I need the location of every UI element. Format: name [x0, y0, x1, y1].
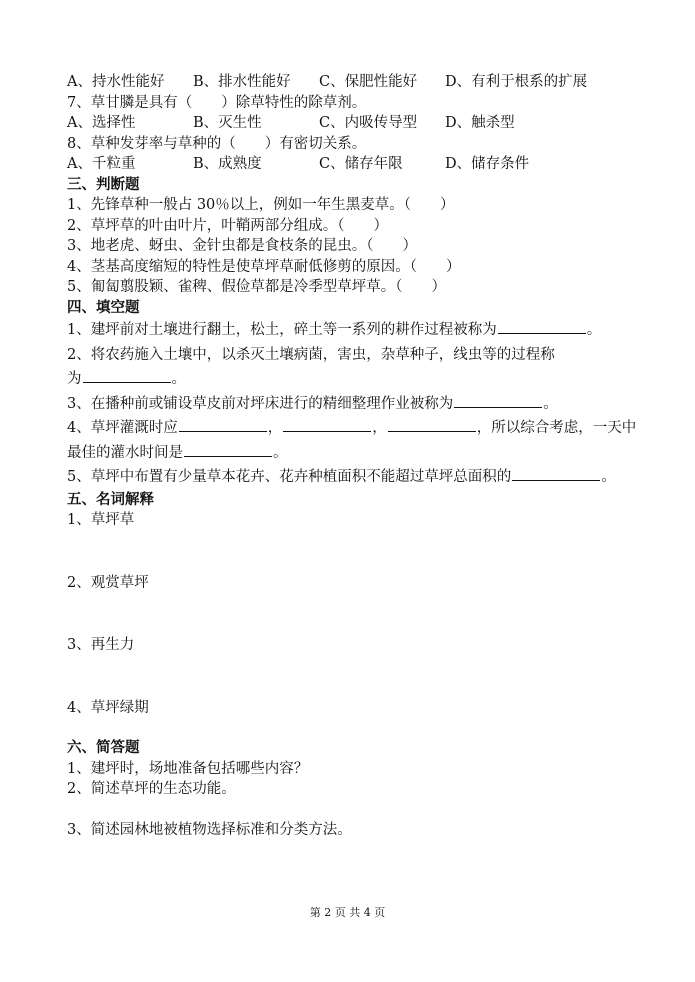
fill-blank-text: 1、建坪前对土壤进行翻土，松土，碎土等一系列的耕作过程被称为	[67, 322, 497, 338]
section-heading-terms: 五、名词解释	[67, 490, 154, 508]
answer-blank[interactable]	[179, 416, 267, 432]
section-heading-fill-blank: 四、填空题	[67, 298, 140, 316]
answer-blank[interactable]	[498, 318, 586, 334]
option-d: D、有利于根系的扩展	[445, 74, 588, 90]
answer-space	[67, 593, 659, 635]
section-heading-judgement: 三、判断题	[67, 175, 140, 193]
fill-blank-end: 。	[601, 469, 616, 485]
option-c: C、保肥性能好	[319, 74, 418, 90]
judgement-item: 5、匍匐翦股颖、雀稗、假俭草都是冷季型草坪草。（ ）	[67, 279, 446, 295]
judgement-item: 1、先锋草种一般占 30％以上，例如一年生黑麦草。（ ）	[67, 197, 455, 213]
fill-blank-item-3	[67, 392, 659, 417]
fill-blank-end: 。	[586, 322, 602, 338]
fill-blank-item-2	[67, 343, 659, 368]
option-a: A、选择性	[67, 115, 136, 131]
fill-blank-item-1	[67, 318, 659, 343]
page-number: 第 2 页 共 4 页	[309, 906, 386, 919]
option-a: A、持水性能好	[67, 74, 165, 90]
answer-space	[67, 718, 659, 738]
fill-blank-item-2-cont	[67, 367, 659, 392]
section-heading-short-answer: 六、简答题	[67, 739, 140, 756]
short-answer-item: 1、建坪时，场地准备包括哪些内容？	[67, 760, 309, 777]
answer-space	[67, 800, 659, 820]
fill-blank-end: 。	[273, 444, 288, 461]
fill-blank-text: 2、将农药施入土壤中，以杀灭土壤病菌，害虫，杂草种子，线虫等的过程称	[67, 346, 555, 363]
judgement-item: 4、茎基高度缩短的特性是使草坪草耐低修剪的原因。（ ）	[67, 258, 461, 275]
fill-blank-text: 5、草坪中布置有少量草本花卉、花卉种植面积不能超过草坪总面积的	[67, 469, 512, 485]
fill-blank-text: 为	[67, 371, 82, 387]
answer-blank[interactable]	[454, 392, 542, 408]
option-b: B、灭生性	[193, 115, 262, 131]
term-item: 2、观赏草坪	[67, 574, 149, 591]
option-b: B、成熟度	[193, 156, 262, 172]
fill-blank-item-4-cont	[67, 441, 659, 466]
option-c: C、储存年限	[319, 156, 403, 172]
judgement-item: 3、地老虎、蚜虫、金针虫都是食枝条的昆虫。（ ）	[67, 238, 417, 254]
answer-blank[interactable]	[83, 367, 171, 383]
answer-blank[interactable]	[388, 416, 476, 432]
answer-space	[67, 656, 659, 698]
option-c: C、内吸传导型	[319, 115, 418, 131]
fill-blank-text: 最佳的灌水时间是	[67, 444, 183, 461]
short-answer-item: 2、简述草坪的生态功能。	[67, 781, 236, 797]
answer-blank[interactable]	[512, 465, 600, 481]
answer-space	[67, 531, 659, 573]
term-item: 3、再生力	[67, 637, 135, 653]
exam-page	[67, 72, 659, 840]
fill-blank-item-5	[67, 465, 659, 490]
q8-options-row	[67, 154, 659, 175]
answer-blank[interactable]	[184, 441, 272, 457]
q7-options-row	[67, 113, 659, 134]
q7-stem: 7、草甘膦是具有（ ）除草特性的除草剂。	[67, 94, 367, 111]
term-item: 1、草坪草	[67, 512, 135, 528]
fill-blank-end: 。	[543, 395, 558, 412]
fill-blank-text: 3、在播种前或铺设草皮前对坪床进行的精细整理作业被称为	[67, 395, 454, 412]
q6-options-row	[67, 72, 659, 93]
fill-blank-text: ，所以综合考虑，一天中	[476, 420, 637, 436]
option-b: B、排水性能好	[193, 74, 291, 90]
short-answer-item: 3、简述园林地被植物选择标准和分类方法。	[67, 821, 352, 838]
term-item: 4、草坪绿期	[67, 699, 149, 716]
q8-stem: 8、草种发芽率与草种的（ ）有密切关系。	[67, 135, 367, 152]
judgement-item: 2、草坪草的叶由叶片，叶鞘两部分组成。（ ）	[67, 217, 388, 234]
answer-blank[interactable]	[283, 416, 371, 432]
fill-blank-text: 4、草坪灌溉时应	[67, 420, 178, 436]
fill-blank-end: 。	[171, 371, 186, 387]
fill-blank-item-4	[67, 416, 659, 441]
fill-blank-sep: ，	[372, 420, 387, 436]
fill-blank-sep: ，	[267, 420, 283, 436]
option-a: A、千粒重	[67, 156, 136, 172]
option-d: D、触杀型	[445, 115, 515, 131]
option-d: D、储存条件	[445, 156, 530, 172]
